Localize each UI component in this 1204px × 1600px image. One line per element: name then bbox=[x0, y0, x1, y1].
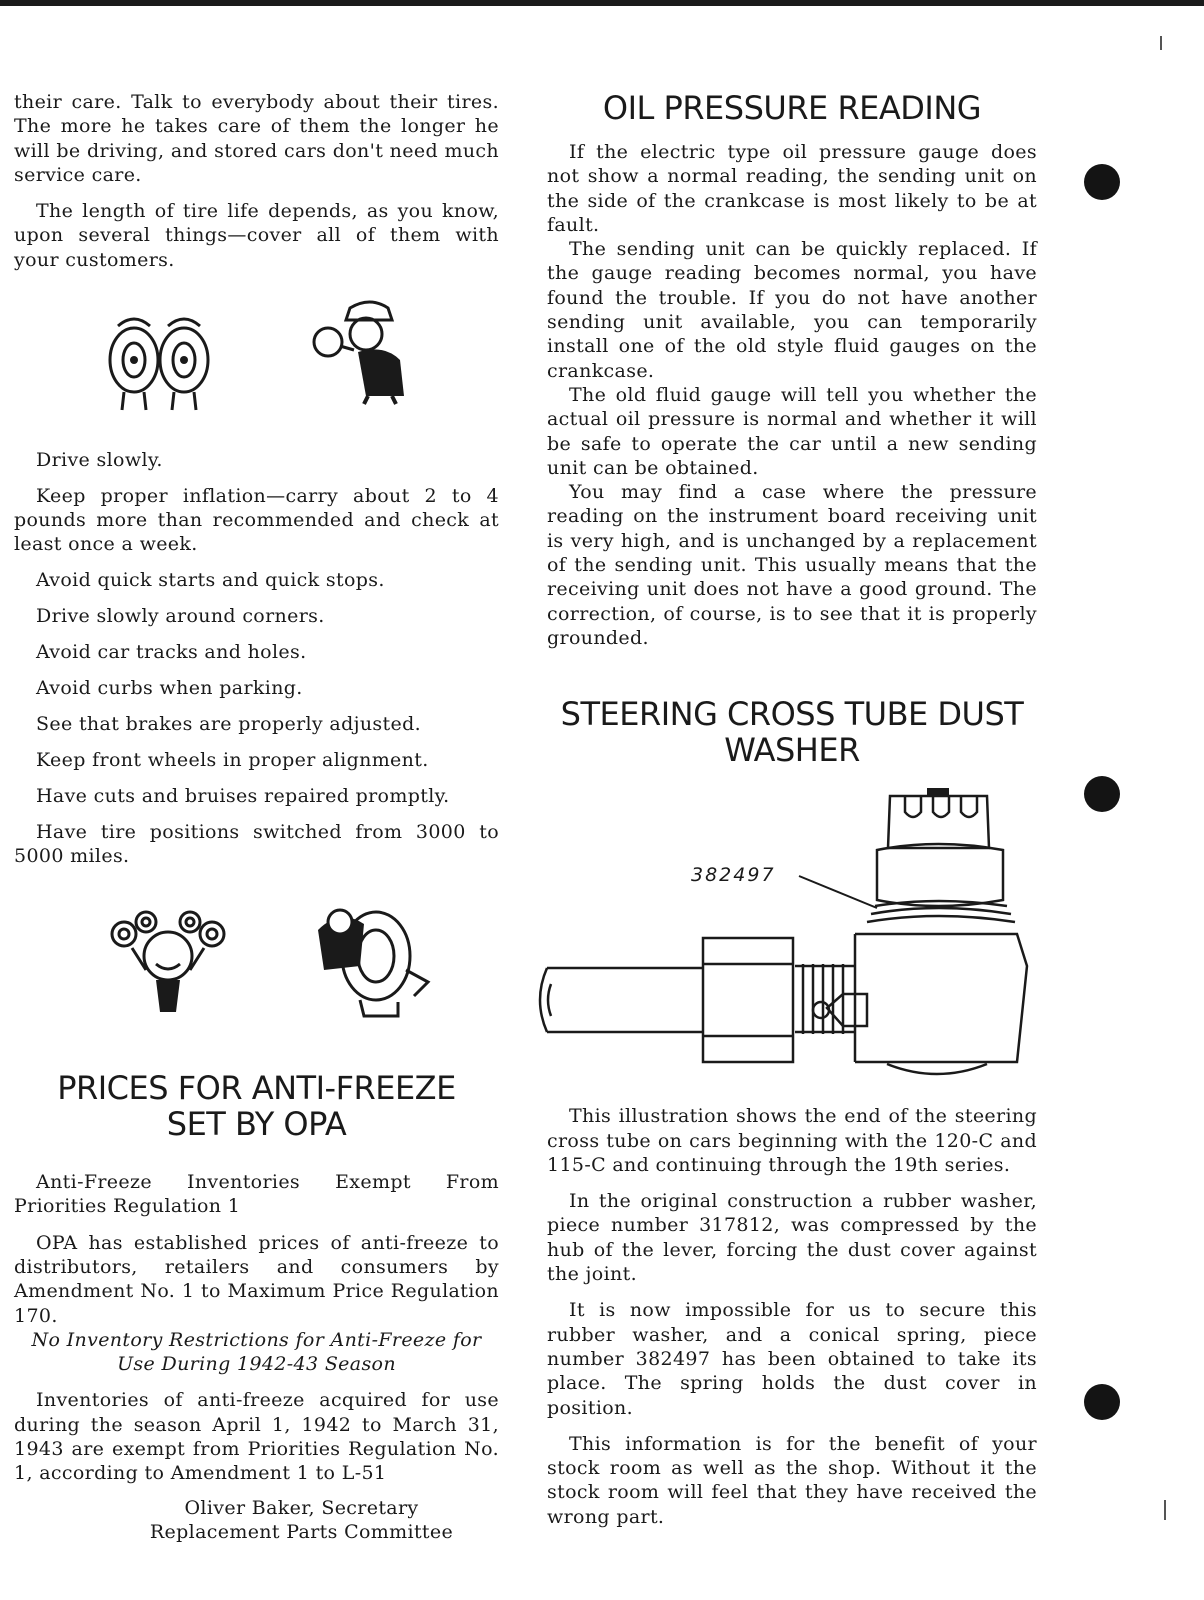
page-top-border bbox=[0, 0, 1204, 6]
binder-hole-bottom bbox=[1084, 1384, 1120, 1420]
tip-item: Drive slowly. bbox=[36, 449, 163, 472]
oil-paragraph-2: The sending unit can be quickly replaced. If the gauge reading becomes normal, you have found the trouble. If you do not have another sending unit available, you can temporarily install one of the old style fluid gauges on the crankcase. bbox=[547, 238, 1037, 382]
cartoon-row-2 bbox=[14, 880, 499, 1070]
tip-item: Keep proper inflation—carry about 2 to 4 pounds more than recommended and check at least once a week. bbox=[14, 485, 499, 556]
tip-item: Avoid curbs when parking. bbox=[36, 677, 303, 700]
margin-mark bbox=[1164, 1500, 1166, 1520]
antifreeze-paragraph-1: Anti-Freeze Inventories Exempt From Priorities Regulation 1 bbox=[14, 1171, 499, 1218]
tip-item: Have cuts and bruises repaired promptly. bbox=[36, 785, 450, 808]
antifreeze-heading: PRICES FOR ANTI-FREEZE SET BY OPA bbox=[57, 1069, 456, 1144]
oil-pressure-heading: OIL PRESSURE READING bbox=[602, 89, 982, 127]
tire-couple-cartoon bbox=[98, 312, 224, 416]
tip-item: Keep front wheels in proper alignment. bbox=[36, 749, 429, 772]
intro-paragraph-1: their care. Talk to everybody about their tires. The more he takes care of them the longer he will be driving, and stored cars don't need much service care. bbox=[14, 91, 499, 186]
antifreeze-paragraph-2: OPA has established prices of anti-freeze to distributors, retailers and consumers by Amendment No. 1 to Maximum Price Regulation 170. bbox=[14, 1231, 499, 1327]
steering-heading: STEERING CROSS TUBE DUST WASHER bbox=[560, 695, 1024, 770]
steering-paragraph-1: This illustration shows the end of the steering cross tube on cars beginning with the 120-C and 115-C and continuing through the 19th series. bbox=[547, 1105, 1037, 1176]
tip-item: Avoid car tracks and holes. bbox=[36, 641, 307, 664]
steering-paragraph-3: It is now impossible for us to secure this rubber washer, and a conical spring, piece number 382497 has been obtained to take its place. The spring holds the dust cover in position. bbox=[547, 1299, 1037, 1419]
right-column bbox=[547, 90, 1037, 1529]
oil-paragraph-4: You may find a case where the pressure reading on the instrument board receiving unit is very high, and is unchanged by a replacement of the sending unit. This usually means that the receiving unit does not have a good ground. The correction, of course, is to see that it is properly grounded. bbox=[547, 481, 1037, 649]
tip-item: Have tire positions switched from 3000 to 5000 miles. bbox=[14, 821, 499, 868]
tire-care-tips-list bbox=[14, 448, 499, 868]
juggler-cartoon bbox=[102, 908, 232, 1020]
signature-title: Replacement Parts Committee bbox=[149, 1520, 454, 1543]
antifreeze-paragraph-3: Inventories of anti-freeze acquired for use during the season April 1, 1942 to March 31, 1943 are exempt from Priorities Regulation No. 1, according to Amendment 1 to L-51 bbox=[14, 1389, 499, 1485]
oil-paragraph-3: The old fluid gauge will tell you whether the actual oil pressure is normal and whether it will be safe to operate the car until a new sending unit can be obtained. bbox=[547, 383, 1037, 479]
steering-paragraph-2: In the original construction a rubber washer, piece number 317812, was compressed by the hub of the lever, forcing the dust cover against the joint. bbox=[547, 1190, 1037, 1286]
oil-paragraph-1: If the electric type oil pressure gauge does not show a normal reading, the sending unit on the side of the crankcase is most likely to be at fault. bbox=[547, 141, 1037, 236]
signature-name: Oliver Baker, Secretary bbox=[184, 1496, 419, 1519]
binder-hole-top bbox=[1084, 164, 1120, 200]
steering-illustration bbox=[547, 768, 1037, 1104]
tip-item: Avoid quick starts and quick stops. bbox=[36, 569, 385, 592]
mechanic-tire-cartoon bbox=[310, 900, 434, 1018]
cross-tube-diagram bbox=[537, 788, 1037, 1098]
intro-paragraph-2: The length of tire life depends, as you know, upon several things—cover all of them with your customers. bbox=[14, 200, 499, 271]
antifreeze-italic-note: No Inventory Restrictions for Anti-Freeze for Use During 1942-43 Season bbox=[31, 1328, 482, 1376]
steering-paragraph-4: This information is for the benefit of your stock room as well as the shop. Without it the stock room will feel that they have received the wrong part. bbox=[547, 1432, 1037, 1528]
left-column bbox=[14, 90, 499, 1544]
tip-item: See that brakes are properly adjusted. bbox=[36, 713, 422, 736]
binder-hole-middle bbox=[1084, 776, 1120, 812]
part-number-label: 382497 bbox=[691, 864, 776, 887]
tip-item: Drive slowly around corners. bbox=[36, 605, 325, 628]
margin-mark bbox=[1160, 36, 1162, 50]
cartoon-row-1 bbox=[14, 272, 499, 448]
detective-magnifier-cartoon bbox=[306, 296, 424, 406]
